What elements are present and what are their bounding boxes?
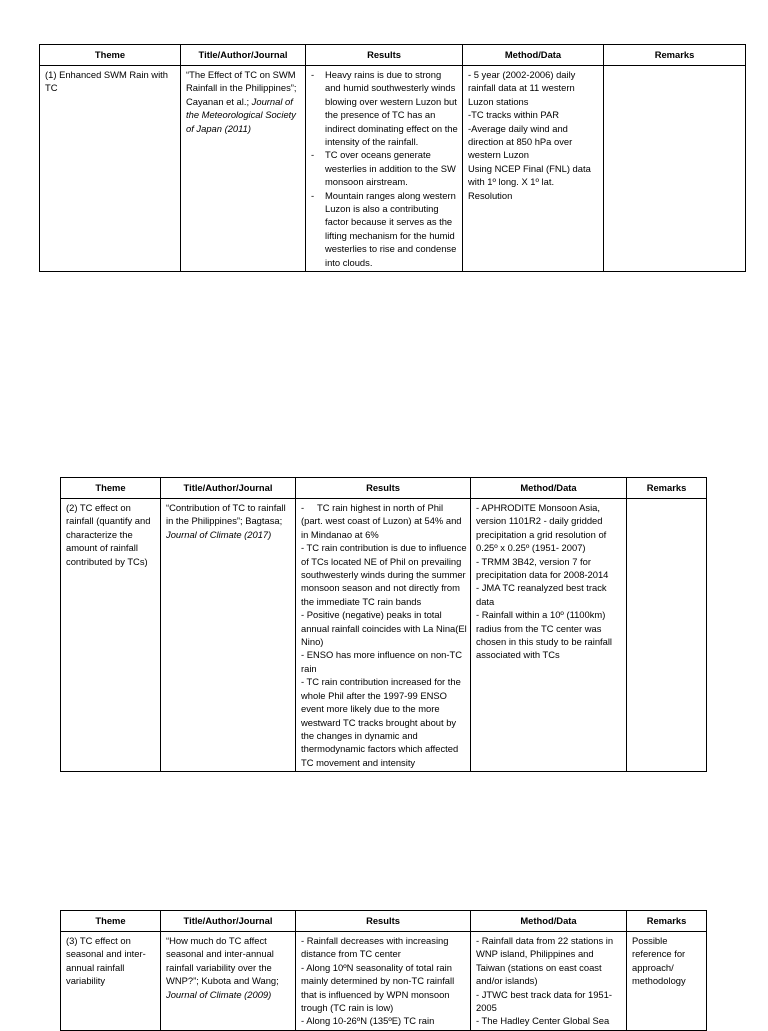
result-item xyxy=(311,189,458,269)
title-cell xyxy=(161,932,296,1031)
bullet-dash: - xyxy=(311,149,315,161)
table-row xyxy=(61,932,707,1031)
results-cell xyxy=(296,499,471,772)
result-text: - Rainfall decreases with increasing distance from TC center xyxy=(301,935,449,960)
method-line: - APHRODITE Monsoon Asia, version 1101R2 - daily gridded precipitation a grid resolution of 0.25º x 0.25º (1951- 2007) xyxy=(476,502,607,554)
header-title: Title/Author/Journal xyxy=(161,911,296,932)
method-line: - Rainfall within a 10º (1100km) radius from the TC center was chosen in this study to be rainfall associated with TCs xyxy=(476,609,613,661)
remarks-cell xyxy=(604,66,746,272)
journal-text: Journal of Climate (2017) xyxy=(166,528,272,540)
result-item xyxy=(311,148,458,188)
result-text: Heavy rains is due to strong and humid southwesterly winds blowing over western Luzon but the presence of TC has an indirect dominating effect on the intensity of the rainfall. xyxy=(325,69,458,148)
method-line: - JTWC best track data for 1951-2005 xyxy=(476,988,612,1014)
header-theme: Theme xyxy=(61,911,161,932)
method-cell xyxy=(463,66,604,272)
method-line: - Rainfall data from 22 stations in WNP island, Philippines and Taiwan (stations on east coast and/or islands) xyxy=(476,935,614,987)
header-method: Method/Data xyxy=(471,478,627,499)
table-row xyxy=(40,66,746,272)
table-header-row xyxy=(61,911,707,932)
method-line: - JMA TC reanalyzed best track data xyxy=(476,582,607,607)
method-line: Using NCEP Final (FNL) data with 1º long. X 1º lat. Resolution xyxy=(468,162,591,201)
result-text: - TC rain contribution is due to influence of TCs located NE of Phil on prevailing southwesterly winds during the summer monsoon season and not directly from the immediate TC rain bands xyxy=(301,542,467,607)
result-text: TC over oceans generate westerlies in addition to the SW monsoon airstream. xyxy=(325,149,456,188)
header-results: Results xyxy=(296,911,471,932)
result-text: - TC rain highest in north of Phil (part. west coast of Luzon) at 54% and in Mindanao at 6% xyxy=(301,502,465,540)
header-remarks: Remarks xyxy=(627,911,707,932)
method-cell xyxy=(471,932,627,1031)
method-line: - The Hadley Center Global Sea xyxy=(476,1015,610,1027)
bullet-dash: - xyxy=(311,189,315,201)
literature-table-3 xyxy=(60,910,707,1031)
method-line: -Average daily wind and direction at 850 hPa over western Luzon xyxy=(468,122,573,161)
result-text: Mountain ranges along western Luzon is also a contributing factor because it serves as the lifting mechanism for the humid westerlies to rise and condense into clouds. xyxy=(325,189,457,268)
method-line: - 5 year (2002-2006) daily rainfall data at 11 western Luzon stations xyxy=(468,69,576,107)
literature-table-1 xyxy=(39,44,746,272)
method-line: - TRMM 3B42, version 7 for precipitation data for 2008-2014 xyxy=(476,555,609,581)
header-remarks: Remarks xyxy=(604,45,746,66)
result-text: - Along 10-26ºN (135ºE) TC rain xyxy=(301,1015,435,1027)
literature-table-2 xyxy=(60,477,707,772)
header-results: Results xyxy=(306,45,463,66)
theme-cell: (3) TC effect on seasonal and inter-annual rainfall variability xyxy=(61,932,161,1031)
header-method: Method/Data xyxy=(471,911,627,932)
results-cell xyxy=(306,66,463,272)
method-cell xyxy=(471,499,627,772)
journal-text: Journal of the Meteorological Society of Japan (2011) xyxy=(186,95,296,134)
result-text: - Positive (negative) peaks in total annual rainfall coincides with La Nina(El Nino) xyxy=(301,609,467,648)
result-item xyxy=(311,68,458,148)
remarks-cell xyxy=(627,499,707,772)
remarks-cell: Possible reference for approach/ methodology xyxy=(627,932,707,1031)
result-text: - TC rain contribution increased for the whole Phil after the 1997-99 ENSO event more likely due to the more westward TC tracks brought about by the changes in dynamic and thermodynamic factors which affected TC movement and intensity xyxy=(301,676,461,768)
theme-cell: (2) TC effect on rainfall (quantify and characterize the amount of rainfall contributed by TCs) xyxy=(61,499,161,772)
result-text: - Along 10ºN seasonality of total rain mainly determined by non-TC rainfall that is influenced by WPN monsoon trough (TC rain is low) xyxy=(301,961,455,1014)
results-cell xyxy=(296,932,471,1031)
method-line: -TC tracks within PAR xyxy=(468,109,559,121)
header-results: Results xyxy=(296,478,471,499)
header-theme: Theme xyxy=(40,45,181,66)
title-cell xyxy=(181,66,306,272)
header-remarks: Remarks xyxy=(627,478,707,499)
header-title: Title/Author/Journal xyxy=(161,478,296,499)
header-title: Title/Author/Journal xyxy=(181,45,306,66)
header-theme: Theme xyxy=(61,478,161,499)
table-header-row xyxy=(40,45,746,66)
title-cell xyxy=(161,499,296,772)
title-text: “Contribution of TC to rainfall in the Philippines”; Bagtasa; xyxy=(166,502,286,527)
table-row xyxy=(61,499,707,772)
theme-cell: (1) Enhanced SWM Rain with TC xyxy=(40,66,181,272)
title-text: “The Effect of TC on SWM Rainfall in the Philippines”; Cayanan et al.; xyxy=(186,69,297,107)
header-method: Method/Data xyxy=(463,45,604,66)
bullet-dash: - xyxy=(311,69,315,80)
result-text: - ENSO has more influence on non-TC rain xyxy=(301,649,463,674)
table-header-row xyxy=(61,478,707,499)
journal-text: Journal of Climate (2009) xyxy=(166,988,272,1000)
title-text: “How much do TC affect seasonal and inter-annual rainfall variability over the WNP?”; Kubota and Wang; xyxy=(166,935,279,987)
